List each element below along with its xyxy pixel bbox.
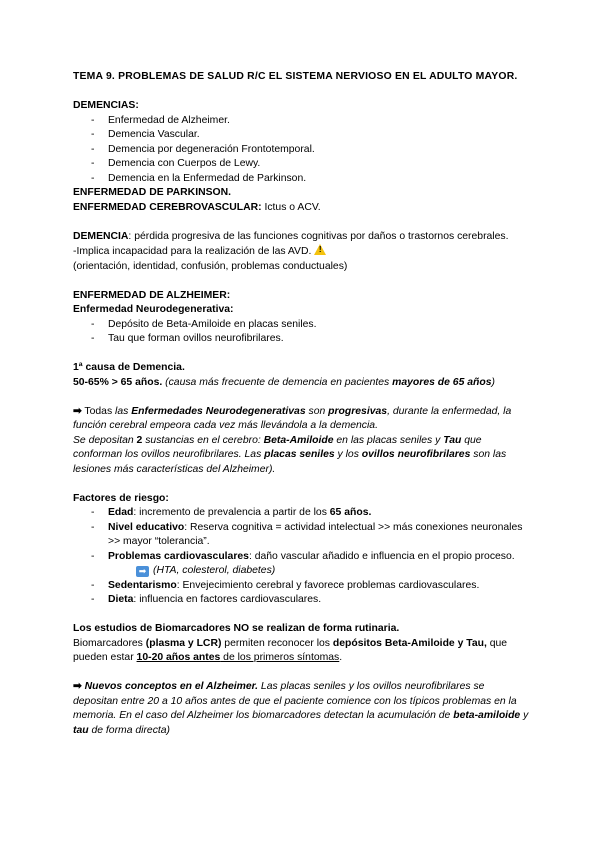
avd-line xyxy=(73,244,531,260)
arrow-right-icon: ➡ xyxy=(136,566,149,577)
note-text: en las placas seniles y xyxy=(333,434,444,446)
factor-label: Nivel educativo xyxy=(108,521,185,533)
factor-text: : incremento de prevalencia a partir de los xyxy=(133,507,330,518)
bio-emphasis: 10-20 años antes xyxy=(136,652,221,663)
bio-text: . xyxy=(339,652,343,663)
note-text: que conforman los ovillos neurofibrilares. Las xyxy=(73,434,482,460)
list-item xyxy=(91,593,531,608)
stat-bold: 50-65% > 65 años. xyxy=(73,376,163,388)
factores-heading: Factores de riesgo: xyxy=(73,492,169,504)
factor-note: (HTA, colesterol, diabetes) xyxy=(153,565,276,576)
alzheimer-heading: ENFERMEDAD DE ALZHEIMER: xyxy=(73,289,231,301)
neurodegenerativa-subheading: Enfermedad Neurodegenerativa: xyxy=(73,304,234,315)
list-item xyxy=(91,506,531,521)
nuevos-conceptos-note xyxy=(73,680,531,738)
note-emphasis: placas seniles xyxy=(264,449,335,460)
factor-text: : Reserva cognitiva = actividad intelectual >> más conexiones neuronales >> mayor “tolerancia”. xyxy=(108,521,523,547)
note-text: son xyxy=(305,405,329,417)
note-text: , durante la enfermedad, la función cerebral empeora cada vez más llevándola a la demencia. xyxy=(73,405,512,431)
stat-italic: (causa más frecuente de demencia en pacientes xyxy=(162,376,393,388)
bio-text: Biomarcadores xyxy=(73,637,146,649)
list-item xyxy=(91,521,531,550)
bio-emphasis: depósitos Beta-Amiloide y Tau, xyxy=(332,637,487,649)
note-text: son las lesiones más características del Alzheimer). xyxy=(73,449,507,475)
statistics-line xyxy=(73,376,531,391)
list-item: - Depósito de Beta-Amiloide en placas seniles. xyxy=(91,318,531,333)
factor-text: : influencia en factores cardiovasculares. xyxy=(133,594,322,605)
note-emphasis: Beta-Amiloide xyxy=(263,434,334,446)
biomarcadores-text xyxy=(73,637,531,666)
primera-causa: 1ª causa de Demencia. xyxy=(73,362,185,373)
arrow-right-icon: ➡ xyxy=(73,405,82,417)
demencias-list xyxy=(73,114,531,187)
parkinson-heading: ENFERMEDAD DE PARKINSON. xyxy=(73,187,231,198)
factor-label: Sedentarismo xyxy=(108,579,177,591)
list-item xyxy=(91,550,531,579)
note-emphasis: 2 xyxy=(136,434,143,446)
cerebrovascular-line xyxy=(73,201,531,216)
factor-label: Problemas cardiovasculares xyxy=(108,550,249,562)
note-emphasis: tau xyxy=(73,724,89,736)
stat-close: ) xyxy=(491,376,495,388)
note-emphasis: progresivas xyxy=(328,405,388,417)
avd-text: -Implica incapacidad para la realización de las AVD. xyxy=(73,246,312,257)
note-text: y los xyxy=(334,449,362,460)
note-emphasis: beta-amiloide xyxy=(453,710,521,721)
list-item: - Tau que forman ovillos neurofibrilares. xyxy=(91,332,531,347)
note-text: Se depositan xyxy=(73,434,137,446)
note-emphasis: Tau xyxy=(443,434,462,446)
list-item: - Demencia por degeneración Frontotemporal. xyxy=(91,143,531,158)
conductual-line: (orientación, identidad, confusión, problemas conductuales) xyxy=(73,260,348,272)
note-text: Las placas seniles y los ovillos neurofibrilares se depositan entre 20 a 10 años antes de que el paciente comience con los típicos problemas en la memoria. En el caso del Alzheimer los biomarcadores detectan la acumulación de xyxy=(73,681,517,721)
demencia-term: DEMENCIA xyxy=(73,230,129,242)
note-emphasis: Enfermedades Neurodegenerativas xyxy=(131,405,306,417)
factor-text: : daño vascular añadido e influencia en el propio proceso. xyxy=(248,550,515,562)
list-item: - Demencia con Cuerpos de Lewy. xyxy=(91,157,531,172)
note-emphasis: ovillos neurofibrilares xyxy=(361,449,471,460)
demencia-definition-text: : pérdida progresiva de las funciones cognitivas por daños o trastornos cerebrales. xyxy=(128,230,509,242)
alzheimer-list xyxy=(73,318,531,347)
biomarcadores-heading: Los estudios de Biomarcadores NO se realizan de forma rutinaria. xyxy=(73,623,400,634)
neuro-note xyxy=(73,405,531,478)
note-text: sustancias en el cerebro: xyxy=(142,434,264,446)
factor-emphasis: 65 años. xyxy=(329,507,372,518)
list-item: - Demencia Vascular. xyxy=(91,128,531,143)
cerebrovascular-label: ENFERMEDAD CEREBROVASCULAR: xyxy=(73,201,262,213)
list-item: - Enfermedad de Alzheimer. xyxy=(91,114,531,129)
factor-text: : Envejecimiento cerebral y favorece problemas cardiovasculares. xyxy=(176,579,480,591)
bio-text: que pueden estar xyxy=(73,637,508,663)
note-text: de forma directa) xyxy=(88,724,171,736)
factor-label: Dieta xyxy=(108,594,134,605)
bio-underlined: de los primeros síntomas xyxy=(220,652,340,663)
stat-italic-bold: mayores de 65 años xyxy=(392,376,492,388)
demencia-definition xyxy=(73,230,531,245)
note-emphasis: Nuevos conceptos en el Alzheimer. xyxy=(81,681,259,692)
note-text: Todas xyxy=(81,405,116,417)
warning-icon xyxy=(314,244,326,255)
note-text: y xyxy=(520,710,529,721)
cerebrovascular-text: Ictus o ACV. xyxy=(261,201,321,213)
note-text: las xyxy=(115,405,132,417)
bio-emphasis: (plasma y LCR) xyxy=(145,637,222,649)
page-title: TEMA 9. PROBLEMAS DE SALUD R/C EL SISTEMA NERVIOSO EN EL ADULTO MAYOR. xyxy=(73,71,518,82)
factores-list xyxy=(73,506,531,608)
factor-label: Edad xyxy=(108,507,134,518)
list-item xyxy=(91,579,531,594)
list-item: - Demencia en la Enfermedad de Parkinson. xyxy=(91,172,531,187)
arrow-right-icon: ➡ xyxy=(73,681,82,692)
demencias-heading: DEMENCIAS: xyxy=(73,100,139,111)
bio-text: permiten reconocer los xyxy=(221,637,333,649)
document-page xyxy=(73,70,531,738)
